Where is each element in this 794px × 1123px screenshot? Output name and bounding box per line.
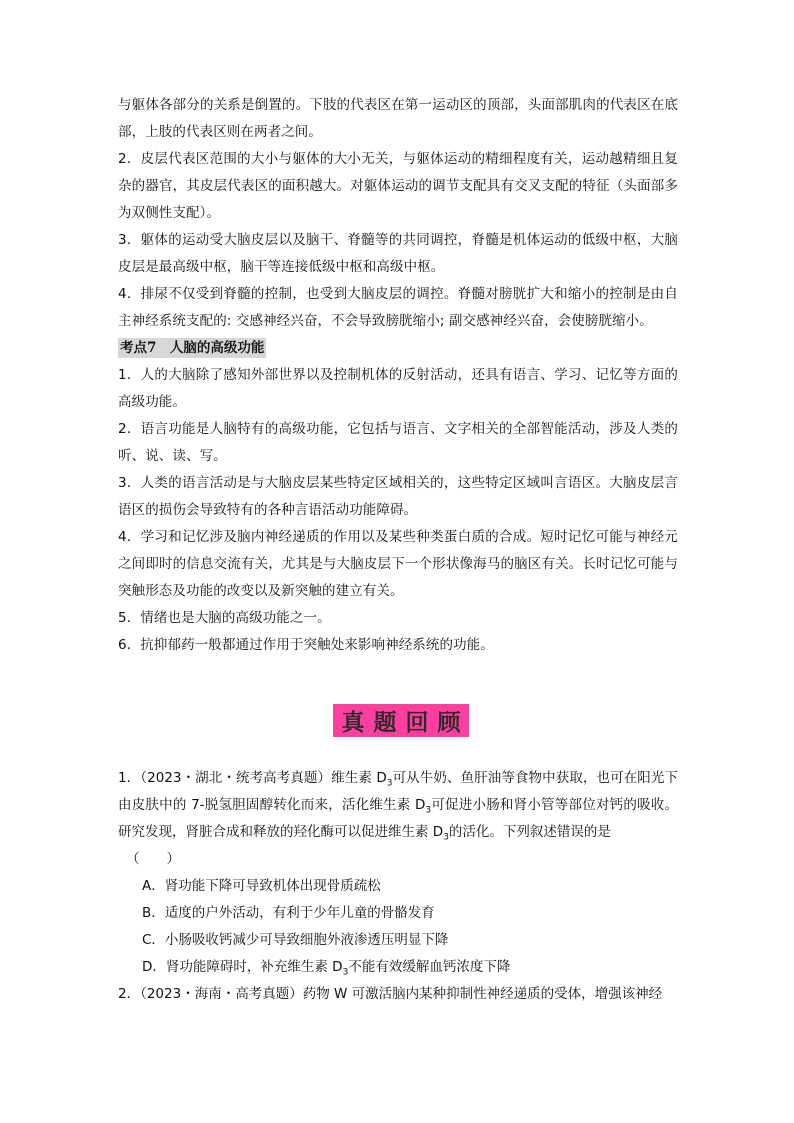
paragraph-item-2: 2．皮层代表区范围的大小与躯体的大小无关，与躯体运动的精细程度有关，运动越精细且复杂的器官，其皮层代表区的面积越大。对躯体运动的调节支配具有交叉支配的特征（头面部多为双侧性支配）。 [118,151,678,221]
section-heading-text: 考点7 人脑的高级功能 [120,340,265,356]
option-c: C．小肠吸收钙减少可导致细胞外液渗透压明显下降 [142,932,449,948]
question-1-stem-part: 可促进小肠和肾小管等部位对钙的吸收。研究发现，肾脏合成和释放的羟化酶可以促进维生素 D [118,797,678,840]
section-paragraph-3: 3．人类的语言活动是与大脑皮层某些特定区域相关的，这些特定区域叫言语区。大脑皮层言语区的损伤会导致特有的各种言语活动功能障碍。 [118,475,678,518]
option-a: A．肾功能下降可导致机体出现骨质疏松 [142,878,381,894]
question-1-stem [118,765,678,846]
banner-area [118,659,678,765]
question-1-stem-part: 可从牛奶、鱼肝油等食物中获取，也可在阳光下由皮肤中的 7-脱氢胆固醇转化而来，活化维生素 D [118,770,679,813]
subscript: 3 [425,805,432,816]
subscript: 3 [386,778,393,789]
page-content [118,92,678,1008]
paragraph-item-3: 3．躯体的运动受大脑皮层以及脑干、脊髓等的共同调控，脊髓是机体运动的低级中枢，大脑皮层是最高级中枢，脑干等连接低级中枢和高级中枢。 [118,232,678,275]
section-paragraph-4: 4．学习和记忆涉及脑内神经递质的作用以及某些种类蛋白质的合成。短时记忆可能与神经元之间即时的信息交流有关，尤其是与大脑皮层下一个形状像海马的脑区有关。长时记忆可能与突触形态及功能的改变以及新突触的建立有关。 [118,529,678,599]
section-paragraph-1: 1．人的大脑除了感知外部世界以及控制机体的反射活动，还具有语言、学习、记忆等方面的高级功能。 [118,367,678,410]
answer-blank: （ ） [126,851,180,867]
question-2-stem: 2．（2023・海南・高考真题）药物 W 可激活脑内某种抑制性神经递质的受体，增强该神经 [118,986,663,1002]
option-b: B．适度的户外活动，有利于少年儿童的骨骼发育 [142,905,435,921]
subscript: 3 [342,967,349,978]
paragraph-continuation: 与躯体各部分的关系是倒置的。下肢的代表区在第一运动区的顶部，头面部肌肉的代表区在底部，上肢的代表区则在两者之间。 [118,97,678,140]
subscript: 3 [443,832,449,843]
review-banner [331,702,471,739]
section-paragraph-5: 5．情绪也是大脑的高级功能之一。 [118,610,331,626]
option-d-part: 不能有效缓解血钙浓度下降 [348,959,511,975]
section-heading [118,335,678,362]
question-1-stem-part: 的活化。下列叙述错误的是 [448,824,611,840]
question-1-stem-part: 1．（2023・湖北・统考高考真题）维生素 D [118,770,387,786]
review-banner-label: 真题回顾 [341,709,470,736]
paragraph-item-4: 4．排尿不仅受到脊髓的控制，也受到大脑皮层的调控。脊髓对膀胱扩大和缩小的控制是由自主神经系统支配的: 交感神经兴奋，不会导致膀胱缩小; 副交感神经兴奋，会使膀胱缩小。 [118,286,678,329]
option-d [118,954,678,981]
section-paragraph-2: 2．语言功能是人脑特有的高级功能，它包括与语言、文字相关的全部智能活动，涉及人类的听、说、读、写。 [118,421,678,464]
section-paragraph-6: 6．抗抑郁药一般都通过作用于突触处来影响神经系统的功能。 [118,637,494,653]
option-d-part: D．肾功能障碍时，补充维生素 D [142,959,343,975]
